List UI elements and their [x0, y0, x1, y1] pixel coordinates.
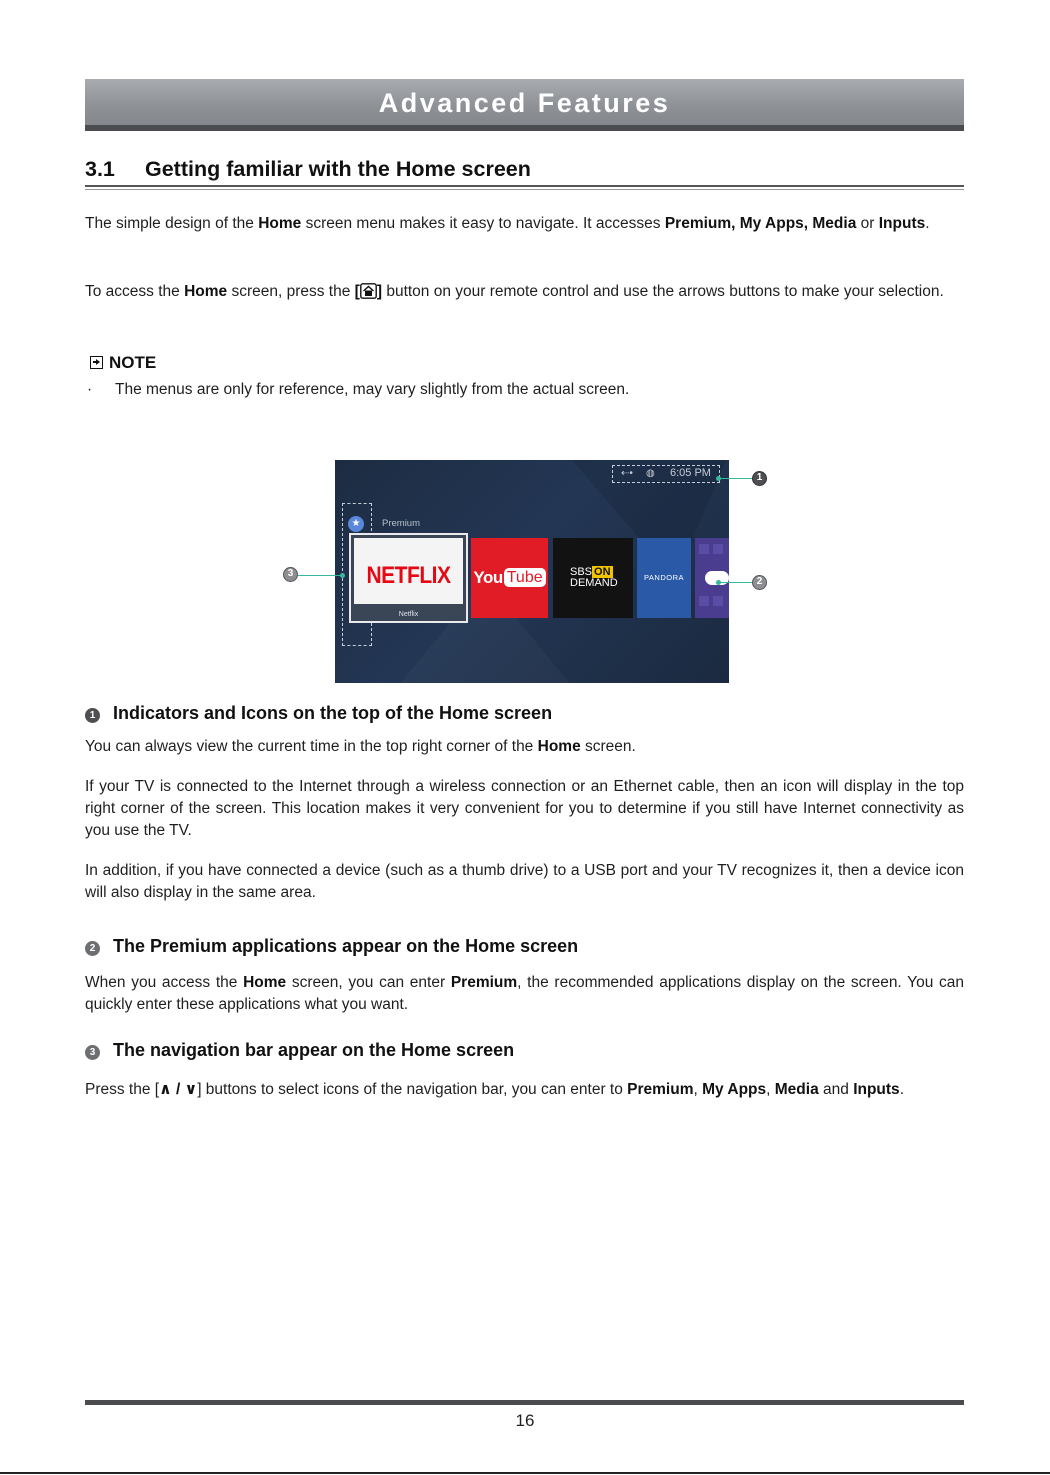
network-icon: ◍ — [646, 468, 655, 479]
sbs-logo-line2: DEMAND — [570, 577, 618, 589]
bold-text: Inputs — [853, 1081, 900, 1098]
pandora-logo: PANDORA — [643, 573, 685, 582]
item-2-title: The Premium applications appear on the Home screen — [113, 936, 579, 956]
text: or — [856, 215, 879, 232]
bold-text: [ — [354, 283, 360, 300]
text: , — [766, 1081, 775, 1098]
callout-3-badge: 3 — [283, 567, 298, 582]
note-icon — [90, 356, 103, 369]
item-1-paragraph-3: In addition, if you have connected a device (such as a thumb drive) to a USB port and your TV recognizes it, then a device icon will also display in the same area. — [85, 862, 964, 901]
text: screen, you can enter — [286, 974, 451, 991]
text: When you access the — [85, 974, 244, 991]
text: . — [899, 1081, 904, 1098]
callout-1-badge: 1 — [752, 471, 767, 486]
text: screen. — [580, 738, 636, 755]
usb-device-icon: ⇠• — [621, 468, 633, 479]
text: screen, press the — [227, 283, 355, 300]
text: ] buttons to select icons of the navigation bar, you can enter to — [197, 1081, 628, 1098]
item-1-paragraph-1 — [85, 736, 964, 758]
item-1-badge: 1 — [85, 708, 100, 723]
bold-text: Home — [184, 283, 228, 300]
bold-text: Premium, My Apps, Media — [664, 215, 857, 232]
item-3-paragraph — [85, 1076, 964, 1104]
section-rule — [85, 185, 964, 187]
note-text: The menus are only for reference, may vary slightly from the actual screen. — [115, 381, 630, 398]
bullet: · — [87, 381, 93, 398]
callout-2-badge: 2 — [752, 575, 767, 590]
item-2-badge: 2 — [85, 941, 100, 956]
item-3-heading — [85, 1040, 514, 1061]
text: You can always view the current time in the top right corner of the — [85, 738, 538, 755]
youtube-logo-tube: Tube — [504, 568, 546, 587]
app-tile-netflix[interactable] — [349, 533, 468, 623]
bold-text: ∧ / ∨ — [159, 1081, 198, 1098]
youtube-logo-you: You — [473, 568, 503, 587]
netflix-tile-face — [354, 538, 463, 604]
bold-text: Home — [243, 974, 287, 991]
premium-row-label: Premium — [382, 518, 421, 529]
page-bottom-edge — [0, 1472, 1050, 1474]
grid-square — [713, 596, 723, 606]
bold-text: Media — [774, 1081, 819, 1098]
note-title: NOTE — [109, 353, 157, 372]
page-number: 16 — [515, 1411, 535, 1430]
app-tile-youtube[interactable] — [471, 538, 548, 618]
item-3-badge: 3 — [85, 1045, 100, 1060]
footer-rule — [85, 1400, 964, 1405]
section-heading — [85, 157, 964, 182]
netflix-caption: Netflix — [398, 611, 419, 618]
bold-text: Premium — [627, 1081, 694, 1098]
section-number: 3.1 — [85, 157, 115, 181]
bold-text: Home — [537, 738, 581, 755]
note-item — [85, 381, 629, 399]
bold-text: Premium — [450, 974, 518, 991]
text: . — [925, 215, 930, 232]
callout-1-anchor — [716, 476, 721, 481]
bold-text: Home — [258, 215, 302, 232]
chapter-banner — [85, 79, 964, 131]
sbs-text: SBS — [570, 566, 593, 578]
note-heading — [90, 353, 156, 373]
text: Press the [ — [85, 1081, 160, 1098]
bold-text: My Apps — [702, 1081, 767, 1098]
app-tile-sbs-on-demand[interactable] — [553, 538, 633, 618]
grid-square — [699, 544, 709, 554]
text: The simple design of the — [85, 215, 259, 232]
text: button on your remote control and use the arrows buttons to make your selection. — [382, 283, 944, 300]
premium-star-icon[interactable]: ★ — [348, 516, 364, 532]
bold-text: Inputs — [878, 215, 926, 232]
item-1-heading — [85, 703, 552, 724]
text: screen menu makes it easy to navigate. It accesses — [301, 215, 665, 232]
text: To access the — [85, 283, 185, 300]
callout-3-anchor — [340, 573, 345, 578]
item-3-title: The navigation bar appear on the Home screen — [113, 1040, 515, 1060]
text: , the recommended applications display on the screen. You can quickly enter these applications what you want. — [85, 974, 965, 1013]
grid-square — [699, 596, 709, 606]
item-2-paragraph — [85, 972, 964, 1016]
chapter-title: Advanced Features — [378, 88, 671, 118]
callout-2-anchor — [716, 580, 721, 585]
item-2-heading — [85, 936, 578, 957]
tv-home-screen-screenshot — [335, 460, 729, 683]
text: and — [818, 1081, 854, 1098]
sbs-on-badge: ON — [594, 566, 611, 578]
netflix-logo: NETFLIX — [366, 562, 451, 589]
section-rule-thin — [85, 189, 964, 190]
intro-paragraph-2 — [85, 281, 964, 306]
clock-time: 6:05 PM — [670, 467, 711, 479]
section-title: Getting familiar with the Home screen — [145, 157, 531, 181]
item-1-paragraph-2: If your TV is connected to the Internet through a wireless connection or an Ethernet cable, then an icon will display in the top right corner of the screen. This location makes it very convenient for you to determine if you still have Internet connectivity as you use the TV. — [85, 778, 964, 839]
callout-3-leader — [298, 575, 342, 576]
text: , — [693, 1081, 703, 1098]
app-tile-pandora[interactable] — [637, 538, 691, 618]
callout-1-leader — [718, 478, 752, 479]
grid-square — [713, 544, 723, 554]
home-icon — [360, 283, 377, 306]
callout-2-leader — [718, 582, 752, 583]
item-1-title: Indicators and Icons on the top of the Home screen — [113, 703, 553, 723]
app-tile-games[interactable] — [695, 538, 729, 618]
intro-paragraph-1 — [85, 213, 964, 235]
bold-text: ] — [376, 283, 383, 300]
